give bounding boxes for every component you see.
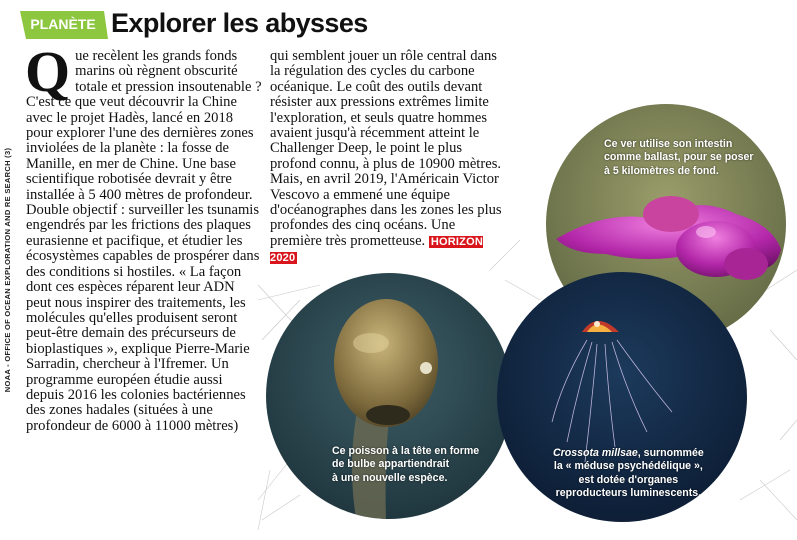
article-text-2: qui semblent jouer un rôle central dans la régulation des cycles du carbone océanique. Le coût des outils devant résister aux pressions extrêmes limite l'exploration, et seuls quatre hommes avaient jusqu'à récemment atteint le Challenger Deep, le point le plus profond connu, à plus de 10900 mètres. Mais, en avril 2019, l'Américain Victor Vescovo a emmené une équipe d'océanographes dans les zones les plus profondes des cinq océans. Une première très prometteuse. <box>270 48 502 249</box>
jellyfish-caption-text: , surnommée la « méduse psychédélique », est dotée d'organes reproducteurs luminescents. <box>553 447 704 500</box>
article-column-2 <box>270 49 508 267</box>
bulb-head-fish-photo <box>266 273 512 519</box>
photo-credit: NOAA - OFFICE OF OCEAN EXPLORATION AND RE SEARCH (3) <box>3 147 12 393</box>
worm-caption: Ce ver utilise son intestin comme ballast, pour se poser à 5 kilomètres de fond. <box>604 138 754 177</box>
jellyfish-photo <box>497 272 747 522</box>
jellyfish-species-name: Crossota millsae <box>553 447 638 459</box>
horizon-2020-tag: HORIZON 2020 <box>270 235 483 265</box>
article-title: Explorer les abysses <box>111 8 368 38</box>
article-column-1 <box>25 39 262 434</box>
fish-caption: Ce poisson à la tête en forme de bulbe appartiendrait à une nouvelle espèce. <box>332 445 480 484</box>
rubric-label: PLANÈTE <box>30 16 96 32</box>
section-rubric <box>20 11 108 39</box>
article-text-1: ue recèlent les grands fonds marins où règnent obscurité totale et pression insoutenable ? C'est ce que veut découvrir la Chine avec le projet Hadès, lancé en 2018 pour explorer l'une des dernières zones inviolées de la planète : la fosse de Manille, en mer de Chine. Une base scientifique robotisée devrait y être installée à 5 400 mètres de profondeur. Double objectif : surveiller les tsunamis engendrés par les frictions des plaques eurasienne et pacifique, et étudier les écosystèmes capables de prospérer dans des conditions si hostiles. « La façon dont ces espèces réparent leur ADN peut nous inspirer des traitements, les molécules qu'elles produisent seront peut-être demain des précurseurs de bioplastiques », explique Pierre-Marie Sarradin, chercheur à l'Ifremer. Un programme européen étudie aussi depuis 2016 les colonies bactériennes des zones hadales (situées à une profondeur de 6000 à 11000 mètres) <box>26 48 262 434</box>
jellyfish-caption <box>553 447 704 501</box>
drop-cap: Q <box>25 39 71 104</box>
